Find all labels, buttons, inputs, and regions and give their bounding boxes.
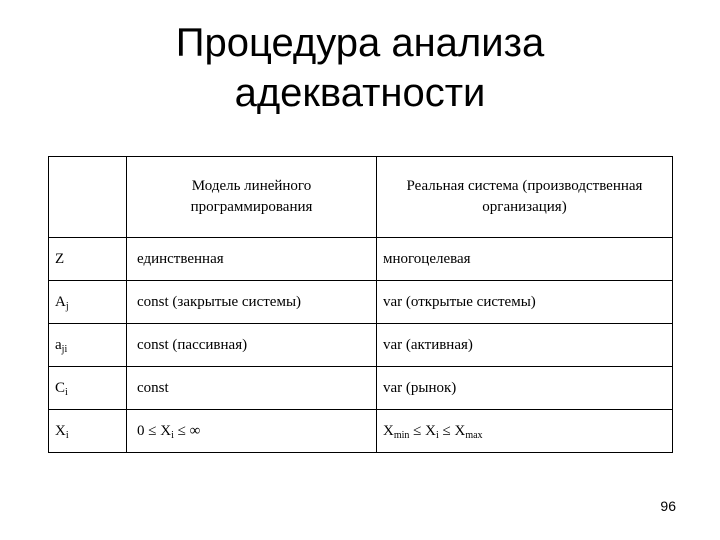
row-symbol [49,367,127,410]
slide-title [0,18,720,118]
symbol-subscript: i [65,429,69,441]
symbol-subscript: i [65,386,68,398]
symbol-text: C [55,379,66,396]
row-symbol [49,281,127,324]
header-cell-empty [49,157,127,238]
table-header-row [49,157,673,238]
formula-part: ≤ X [438,422,466,439]
formula-subscript: i [435,429,439,441]
table-row [49,367,673,410]
symbol-text: X [55,422,66,439]
row-model-value [127,410,377,453]
formula-part: 0 ≤ X [137,422,172,439]
comparison-table [48,156,673,453]
row-model-value: const (закрытые системы) [127,281,377,324]
slide-title-line1: Процедура анализа [175,21,545,65]
table-row [49,324,673,367]
symbol-text: Z [55,250,65,267]
row-real-value: var (рынок) [377,367,673,410]
row-real-value: var (активная) [377,324,673,367]
symbol-subscript: j [65,300,69,312]
row-real-value [377,410,673,453]
table-row [49,281,673,324]
page-number: 96 [660,498,676,514]
symbol-text: A [55,293,66,310]
header-cell-model: Модель линейного программирования [127,157,377,238]
row-model-value: const [127,367,377,410]
row-symbol [49,410,127,453]
row-real-value: многоцелевая [377,238,673,281]
row-real-value: var (открытые системы) [377,281,673,324]
formula-part: X [383,422,394,439]
row-symbol [49,324,127,367]
table-row [49,238,673,281]
formula-part: ≤ X [409,422,436,439]
row-symbol [49,238,127,281]
symbol-subscript: ji [61,343,68,355]
row-model-value: const (пассивная) [127,324,377,367]
header-cell-real-system: Реальная система (производственная организация) [377,157,673,238]
row-model-value: единственная [127,238,377,281]
formula-subscript: min [393,429,410,441]
formula-subscript: max [465,429,483,441]
slide-title-line2: адекватности [234,71,486,115]
table-row [49,410,673,453]
symbol-text: a [55,336,62,353]
formula-part: ≤ ∞ [173,422,201,439]
formula-subscript: i [171,429,174,441]
